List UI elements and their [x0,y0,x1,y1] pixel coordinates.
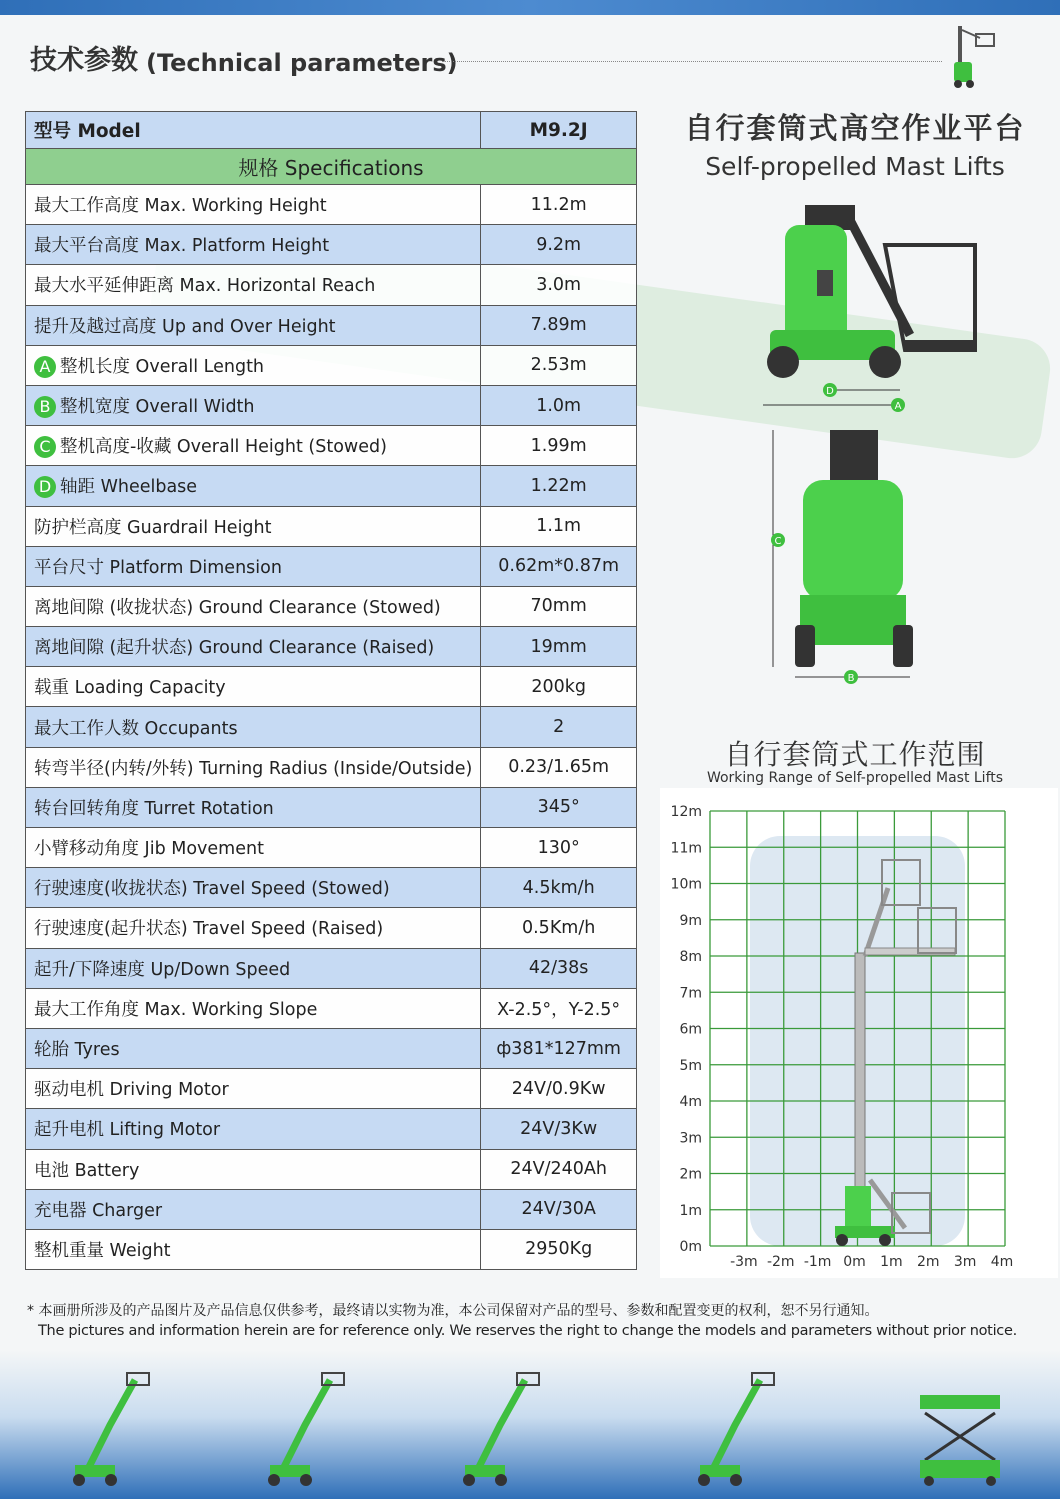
spec-row [26,586,637,626]
y-tick-label: 3m [679,1130,702,1147]
spec-label-cell [26,345,481,385]
spec-label: 平台尺寸 Platform Dimension [34,557,282,578]
dimension-badge: C [34,436,56,458]
x-tick-label: 1m [880,1254,903,1270]
y-tick-label: 9m [679,912,702,929]
x-tick-label: 0m [843,1254,866,1270]
spec-row [26,667,637,707]
spec-label-cell [26,1149,481,1189]
spec-row [26,426,637,466]
spec-value: 19mm [481,627,637,667]
spec-row [26,1189,637,1229]
product-thumbnail [455,1365,555,1490]
spec-label-cell [26,506,481,546]
spec-row [26,305,637,345]
spec-label-cell [26,1189,481,1229]
working-range-chart [660,788,1058,1278]
spec-label-cell [26,868,481,908]
spec-label: 起升/下降速度 Up/Down Speed [34,959,291,980]
title-cn: 技术参数 [30,45,138,76]
spec-label: 转台回转角度 Turret Rotation [34,798,274,819]
spec-row [26,265,637,305]
spec-label-cell [26,828,481,868]
spec-header: 规格 Specifications [26,149,637,185]
spec-row [26,868,637,908]
model-value: M9.2J [481,112,637,149]
spec-label: 离地间隙 (起升状态) Ground Clearance (Raised) [34,638,435,659]
x-tick-label: -3m [730,1254,758,1270]
y-tick-label: 1m [679,1202,702,1219]
spec-label-cell [26,1069,481,1109]
spec-label: 防护栏高度 Guardrail Height [34,517,272,538]
page-title [30,38,458,77]
spec-row [26,546,637,586]
spec-label-cell [26,747,481,787]
y-tick-label: 0m [679,1239,702,1255]
spec-row [26,506,637,546]
spec-value: 2950Kg [481,1229,637,1269]
spec-row [26,828,637,868]
spec-label-cell [26,627,481,667]
disclaimer-cn: * 本画册所涉及的产品图片及产品信息仅供参考，最终请以实物为准，本公司保留对产品的型号、参数和配置变更的权利，恕不另行通知。 [27,1303,879,1319]
boom-lift-icon [260,1365,360,1490]
spec-label: 转弯半径(内转/外转) Turning Radius (Inside/Outside) [34,758,473,779]
y-tick-label: 12m [670,804,702,820]
spec-label: 行驶速度(收拢状态) Travel Speed (Stowed) [34,879,390,900]
spec-label-cell [26,948,481,988]
spec-label: 电池 Battery [34,1160,140,1181]
spec-label: 整机宽度 Overall Width [60,397,255,418]
spec-value: 1.99m [481,426,637,466]
y-tick-label: 10m [670,876,702,893]
scissor-lift-icon [915,1365,1015,1490]
spec-row [26,908,637,948]
spec-label: 整机长度 Overall Length [60,356,265,377]
spec-row [26,988,637,1028]
boom-lift-icon [690,1365,790,1490]
spec-label: 整机重量 Weight [34,1240,171,1261]
spec-value: 24V/3Kw [481,1109,637,1149]
spec-value: 1.22m [481,466,637,506]
spec-table [25,111,637,1270]
spec-value: ф381*127mm [481,1028,637,1068]
spec-label: 提升及越过高度 Up and Over Height [34,316,336,337]
spec-value: 24V/240Ah [481,1149,637,1189]
spec-label-cell [26,1109,481,1149]
product-thumbnail [260,1365,360,1490]
x-tick-label: 2m [916,1254,940,1270]
dim-label-c: C [774,536,782,547]
x-tick-label: 4m [990,1254,1014,1270]
dim-label-d: D [826,386,834,397]
machine-rear-view [765,425,915,690]
spec-value: 0.5Km/h [481,908,637,948]
spec-value: 1.1m [481,506,637,546]
spec-row [26,747,637,787]
spec-row [26,1028,637,1068]
spec-label-cell [26,426,481,466]
y-tick-label: 5m [679,1057,702,1074]
spec-header-row [26,149,637,185]
dimension-badge: D [34,476,56,498]
spec-row [26,1109,637,1149]
range-title-en: Working Range of Self-propelled Mast Lifts [706,770,1004,786]
spec-label-cell [26,265,481,305]
spec-row [26,1149,637,1189]
title-divider [442,61,942,62]
x-tick-label: -2m [766,1254,795,1270]
spec-label: 最大平台高度 Max. Platform Height [34,236,330,257]
spec-row [26,948,637,988]
spec-value: 4.5km/h [481,868,637,908]
y-tick-label: 2m [679,1166,702,1183]
spec-value: 0.62m*0.87m [481,546,637,586]
spec-label: 驱动电机 Driving Motor [34,1080,229,1101]
spec-label: 最大工作角度 Max. Working Slope [34,999,318,1020]
spec-label-cell [26,546,481,586]
spec-row [26,466,637,506]
y-tick-label: 8m [679,949,702,965]
x-tick-label: -1m [803,1254,832,1270]
range-title-cn: 自行套筒式工作范围 [724,738,986,771]
top-banner [0,0,1060,15]
spec-label: 充电器 Charger [34,1200,163,1221]
x-tick-label: 3m [953,1254,977,1270]
spec-label: 小臂移动角度 Jib Movement [34,839,264,860]
machine-side-view [755,200,995,415]
spec-label: 最大工作高度 Max. Working Height [34,196,327,217]
spec-value: 7.89m [481,305,637,345]
spec-value: 70mm [481,586,637,626]
spec-label-cell [26,707,481,747]
spec-label-cell [26,305,481,345]
spec-value: 0.23/1.65m [481,747,637,787]
spec-label-cell [26,225,481,265]
spec-value: 3.0m [481,265,637,305]
model-label: 型号 Model [26,112,481,149]
spec-row [26,627,637,667]
working-range-diagram [660,788,1058,1278]
mast [855,953,865,1203]
product-thumbnail [915,1365,1015,1490]
spec-value: 24V/0.9Kw [481,1069,637,1109]
spec-label: 轴距 Wheelbase [60,477,198,498]
spec-label: 最大工作人数 Occupants [34,718,238,739]
spec-row [26,1229,637,1269]
spec-label-cell [26,1229,481,1269]
spec-label-cell [26,988,481,1028]
wheel [879,1234,891,1246]
spec-row [26,225,637,265]
spec-value: 2.53m [481,345,637,385]
spec-value: 200kg [481,667,637,707]
spec-row [26,787,637,827]
spec-value: 130° [481,828,637,868]
spec-label: 载重 Loading Capacity [34,678,226,699]
spec-value: 345° [481,787,637,827]
spec-label-cell [26,385,481,425]
wheel [836,1234,848,1246]
spec-value: 2 [481,707,637,747]
spec-value: 9.2m [481,225,637,265]
spec-label-cell [26,466,481,506]
spec-label-cell [26,667,481,707]
boom-lift-icon [455,1365,555,1490]
dimension-badge: A [34,356,56,378]
spec-row [26,185,637,225]
dim-label-a: A [894,401,902,412]
mast-lift-logo-icon [950,22,996,90]
dimension-badge: B [34,396,56,418]
spec-label: 起升电机 Lifting Motor [34,1120,221,1141]
y-tick-label: 11m [670,840,702,857]
spec-value: 24V/30A [481,1189,637,1229]
y-tick-label: 4m [679,1094,702,1110]
boom-lift-icon [65,1365,165,1490]
spec-value: 42/38s [481,948,637,988]
spec-row [26,385,637,425]
spec-value: 1.0m [481,385,637,425]
title-en: (Technical parameters) [146,49,458,77]
spec-label: 行驶速度(起升状态) Travel Speed (Raised) [34,919,384,940]
spec-label-cell [26,787,481,827]
product-title-cn: 自行套筒式高空作业平台 [684,111,1026,145]
spec-row [26,707,637,747]
spec-value: X-2.5°，Y-2.5° [481,988,637,1028]
spec-label: 整机高度-收藏 Overall Height (Stowed) [60,437,387,458]
spec-label-cell [26,586,481,626]
product-title-en: Self-propelled Mast Lifts [705,152,1005,181]
spec-label-cell [26,185,481,225]
spec-row [26,1069,637,1109]
disclaimer-en: The pictures and information herein are for reference only. We reserves the right to change the models and parameters without prior notice. [38,1323,1017,1339]
spec-label: 最大水平延伸距离 Max. Horizontal Reach [34,276,376,297]
spec-value: 11.2m [481,185,637,225]
product-thumbnail [65,1365,165,1490]
model-row [26,112,637,149]
spec-label-cell [26,1028,481,1068]
y-tick-label: 6m [679,1021,702,1038]
spec-label-cell [26,908,481,948]
spec-row [26,345,637,385]
y-tick-label: 7m [679,985,702,1002]
spec-label: 离地间隙 (收拢状态) Ground Clearance (Stowed) [34,597,441,618]
dim-label-b: B [847,673,855,684]
spec-label: 轮胎 Tyres [34,1040,120,1061]
product-thumbnail [690,1365,790,1490]
